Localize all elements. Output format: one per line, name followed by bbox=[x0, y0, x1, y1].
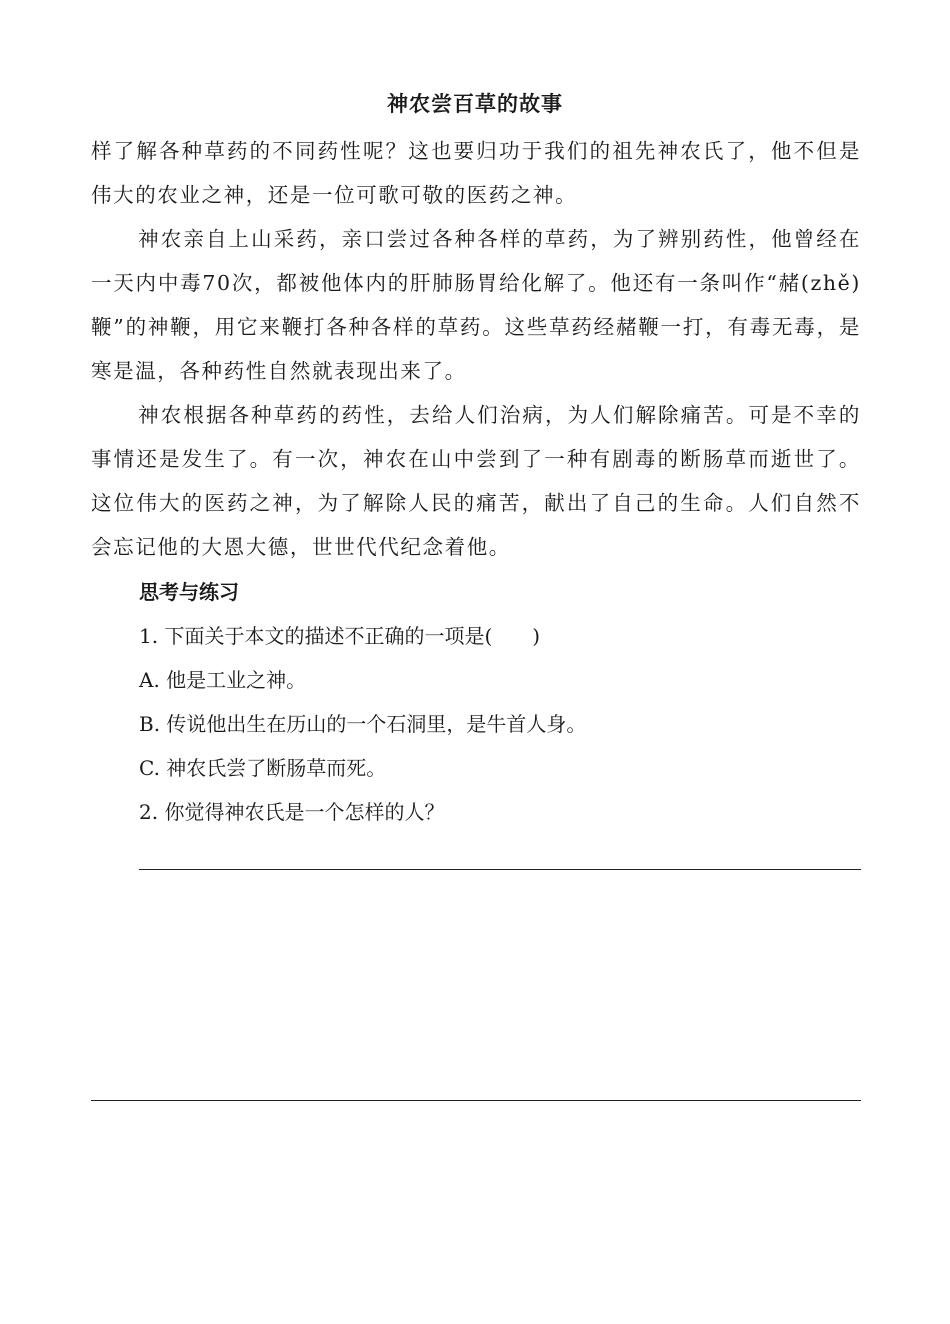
bottom-divider bbox=[91, 1100, 861, 1101]
option-b: B. 传说他出生在历山的一个石洞里，是牛首人身。 bbox=[139, 712, 587, 736]
question-1: 1. 下面关于本文的描述不正确的一项是( ) bbox=[139, 624, 541, 648]
option-a: A. 他是工业之神。 bbox=[139, 668, 307, 692]
exercise-section bbox=[139, 570, 861, 834]
answer-line bbox=[139, 869, 861, 870]
page-title: 神农尝百草的故事 bbox=[387, 92, 563, 116]
option-c: C. 神农氏尝了断肠草而死。 bbox=[139, 756, 387, 780]
story-paragraph-3: 神农根据各种草药的药性，去给人们治病，为人们解除痛苦。可是不幸的事情还是发生了。有一次，神农在山中尝到了一种有剧毒的断肠草而逝世了。这位伟大的医药之神，为了解除人民的痛苦，献出了自己的生命。人们自然不会忘记他的大恩大德，世世代代纪念着他。 bbox=[91, 403, 861, 559]
question-2: 2. 你觉得神农氏是一个怎样的人？ bbox=[139, 800, 445, 824]
story-body bbox=[91, 129, 861, 569]
story-paragraph-2: 神农亲自上山采药，亲口尝过各种各样的草药，为了辨别药性，他曾经在一天内中毒70次，都被他体内的肝肺肠胃给化解了。他还有一条叫作“赭(zhě)鞭”的神鞭，用它来鞭打各种各样的草药。这些草药经赭鞭一打，有毒无毒，是寒是温，各种药性自然就表现出来了。 bbox=[91, 227, 861, 383]
exercise-heading: 思考与练习 bbox=[139, 580, 239, 604]
story-paragraph-1: 样了解各种草药的不同药性呢？这也要归功于我们的祖先神农氏了，他不但是伟大的农业之神，还是一位可歌可敬的医药之神。 bbox=[91, 139, 861, 207]
